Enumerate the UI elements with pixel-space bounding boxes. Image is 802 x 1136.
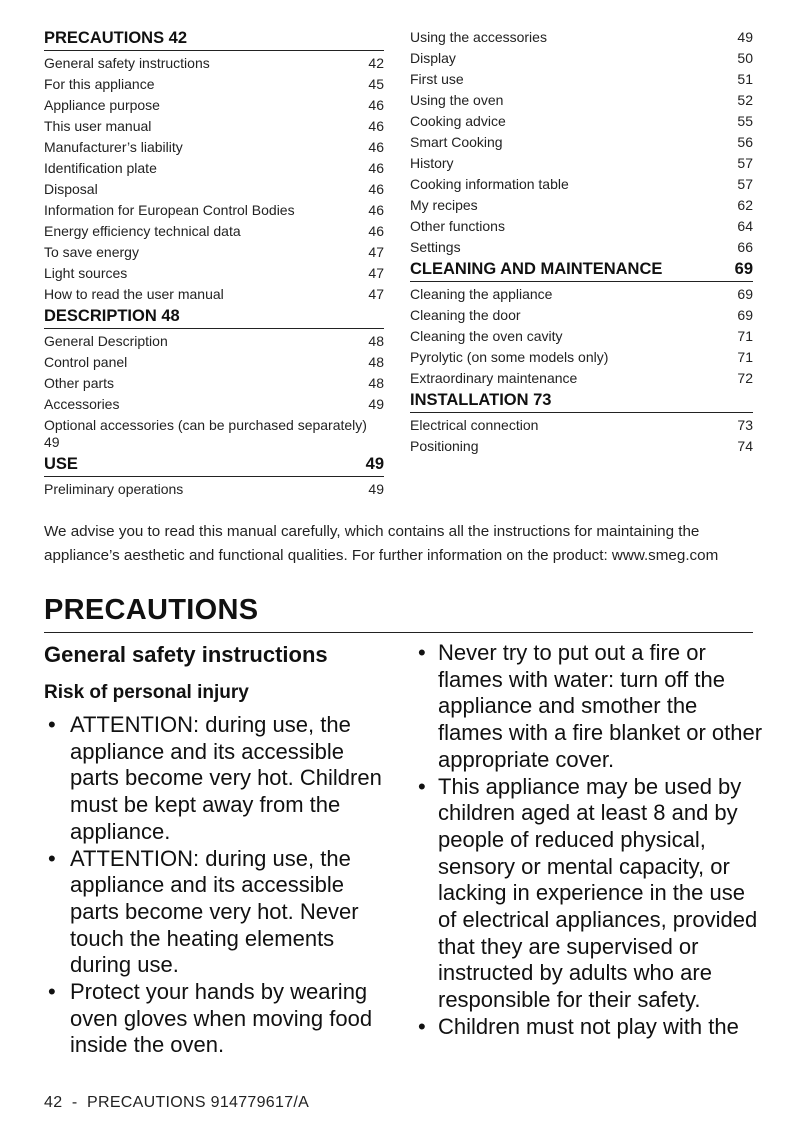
toc-entry[interactable] bbox=[44, 95, 384, 116]
intro-paragraph: We advise you to read this manual carefully, which contains all the instructions for maintaining the appliance’s aesthetic and functional qualities. For further information on the product: www.smeg.com bbox=[44, 523, 719, 564]
toc-entry-label: Cooking information table bbox=[410, 176, 569, 192]
toc-entry-label: Smart Cooking bbox=[410, 134, 503, 150]
section-title: PRECAUTIONS bbox=[44, 590, 753, 633]
toc-entry-label: For this appliance bbox=[44, 76, 155, 92]
subsection-title: General safety instructions bbox=[44, 642, 328, 667]
toc-entry[interactable] bbox=[410, 90, 753, 111]
toc-entry-label: Other functions bbox=[410, 218, 505, 234]
toc-entry-page: 48 bbox=[368, 354, 384, 370]
toc-entry-page: 49 bbox=[44, 434, 60, 450]
toc-left-column bbox=[44, 27, 384, 500]
toc-entry-label: Display bbox=[410, 50, 456, 66]
toc-entry-page: 56 bbox=[737, 134, 753, 150]
toc-section-title: DESCRIPTION 48 bbox=[44, 307, 180, 325]
toc-entry-page: 72 bbox=[737, 370, 753, 386]
toc-section-title: CLEANING AND MAINTENANCE bbox=[410, 260, 663, 278]
toc-section-cleaning[interactable] bbox=[410, 258, 753, 282]
toc-entry-page: 46 bbox=[368, 97, 384, 113]
toc-entry[interactable] bbox=[410, 284, 753, 305]
toc-entry-label: Accessories bbox=[44, 396, 120, 412]
toc-entry-label: Manufacturer’s liability bbox=[44, 139, 183, 155]
toc-entry[interactable] bbox=[44, 263, 384, 284]
toc-entry[interactable] bbox=[410, 153, 753, 174]
toc-entry-label: How to read the user manual bbox=[44, 286, 224, 302]
toc-section-installation[interactable] bbox=[410, 389, 753, 413]
toc-entry-page: 47 bbox=[368, 265, 384, 281]
toc-entry-page: 46 bbox=[368, 202, 384, 218]
toc-section-title: USE bbox=[44, 455, 78, 473]
toc-entry[interactable] bbox=[410, 69, 753, 90]
toc-entry-label: Cleaning the appliance bbox=[410, 286, 553, 302]
toc-entry[interactable] bbox=[44, 74, 384, 95]
toc-section-title: INSTALLATION 73 bbox=[410, 391, 552, 409]
toc-section-title: PRECAUTIONS 42 bbox=[44, 29, 188, 47]
toc-entry-page: 47 bbox=[368, 244, 384, 260]
risk-heading: Risk of personal injury bbox=[44, 682, 249, 703]
toc-entry-label: Other parts bbox=[44, 375, 115, 391]
toc-entry-label: Cooking advice bbox=[410, 113, 506, 129]
toc-entry[interactable] bbox=[44, 479, 384, 500]
toc-entry-page: 57 bbox=[737, 155, 753, 171]
list-item: • This appliance may be used by children aged at least 8 and by people of reduced physical, sensory or mental capacity, or lacking in experience in the use of electrical appliances, provided that they are supervised or instructed by adults who are responsible for their safety. bbox=[414, 774, 764, 1014]
toc-entry-page: 50 bbox=[737, 50, 753, 66]
toc-entry-page: 66 bbox=[737, 239, 753, 255]
toc-entry-page: 71 bbox=[737, 328, 753, 344]
toc-entry[interactable] bbox=[410, 174, 753, 195]
toc-entry-page: 46 bbox=[368, 160, 384, 176]
toc-entries-installation bbox=[410, 415, 753, 457]
toc-entries-use bbox=[44, 479, 384, 500]
toc-entry[interactable] bbox=[44, 373, 384, 394]
toc-entry-label: Electrical connection bbox=[410, 417, 539, 433]
toc-entry-page: 46 bbox=[368, 181, 384, 197]
toc-entry-label: Identification plate bbox=[44, 160, 157, 176]
toc-entry-label: Using the oven bbox=[410, 92, 504, 108]
toc-entry-label: First use bbox=[410, 71, 464, 87]
toc-entry-label: My recipes bbox=[410, 197, 478, 213]
toc-entry-label: Pyrolytic (on some models only) bbox=[410, 349, 609, 365]
toc-entry[interactable] bbox=[44, 331, 384, 352]
toc-entry[interactable] bbox=[44, 394, 384, 415]
toc-entry-page: 49 bbox=[737, 29, 753, 45]
toc-right-column bbox=[410, 27, 753, 457]
toc-entry[interactable] bbox=[410, 347, 753, 368]
toc-entry-page: 71 bbox=[737, 349, 753, 365]
toc-entry-page: 49 bbox=[368, 481, 384, 497]
toc-entry-label: Settings bbox=[410, 239, 461, 255]
toc-section-precautions[interactable] bbox=[44, 27, 384, 51]
toc-entry[interactable] bbox=[410, 305, 753, 326]
toc-entry-page: 52 bbox=[737, 92, 753, 108]
safety-list-right bbox=[414, 640, 764, 1041]
list-item: • ATTENTION: during use, the appliance and its accessible parts become very hot. Children must be kept away from the appliance. bbox=[44, 712, 394, 846]
toc-entries-cleaning bbox=[410, 284, 753, 389]
toc-entry-label: Control panel bbox=[44, 354, 128, 370]
toc-entry-page: 69 bbox=[737, 307, 753, 323]
toc-entry[interactable] bbox=[44, 200, 384, 221]
toc-entry-page: 64 bbox=[737, 218, 753, 234]
toc-entry-page: 51 bbox=[737, 71, 753, 87]
toc-entry-label: Positioning bbox=[410, 438, 479, 454]
toc-entry-label: Disposal bbox=[44, 181, 98, 197]
toc-entry-label: Information for European Control Bodies bbox=[44, 202, 295, 218]
toc-entry-page: 62 bbox=[737, 197, 753, 213]
toc-entry[interactable] bbox=[410, 48, 753, 69]
page-footer: 42 - PRECAUTIONS 914779617/A bbox=[44, 1094, 310, 1111]
toc-entry-page: 49 bbox=[368, 396, 384, 412]
toc-entry-page: 47 bbox=[368, 286, 384, 302]
toc-entry-page: 46 bbox=[368, 118, 384, 134]
toc-entry-label: Using the accessories bbox=[410, 29, 547, 45]
toc-entry[interactable] bbox=[44, 284, 384, 305]
toc-entry-label: Preliminary operations bbox=[44, 481, 184, 497]
toc-entry-label: Extraordinary maintenance bbox=[410, 370, 578, 386]
toc-entry-page: 42 bbox=[368, 55, 384, 71]
toc-entry[interactable] bbox=[410, 111, 753, 132]
toc-entry-label: Cleaning the door bbox=[410, 307, 521, 323]
toc-entry-page: 46 bbox=[368, 139, 384, 155]
toc-entry-label: Cleaning the oven cavity bbox=[410, 328, 563, 344]
toc-entry[interactable] bbox=[44, 158, 384, 179]
toc-entry-label: Appliance purpose bbox=[44, 97, 160, 113]
toc-entry-page: 73 bbox=[737, 417, 753, 433]
toc-section-page: 69 bbox=[734, 260, 753, 278]
toc-entry[interactable] bbox=[44, 137, 384, 158]
safety-list-left bbox=[44, 712, 394, 1059]
toc-section-page: 49 bbox=[365, 455, 384, 473]
toc-entry[interactable] bbox=[44, 352, 384, 373]
toc-entry[interactable] bbox=[410, 237, 753, 258]
toc-entries-description bbox=[44, 331, 384, 453]
toc-entry-page: 46 bbox=[368, 223, 384, 239]
toc-entry-page: 69 bbox=[737, 286, 753, 302]
toc-entry[interactable] bbox=[410, 368, 753, 389]
toc-entry[interactable] bbox=[44, 242, 384, 263]
toc-entry-page: 55 bbox=[737, 113, 753, 129]
toc-entry[interactable] bbox=[410, 326, 753, 347]
list-item: • Children must not play with the bbox=[414, 1014, 764, 1041]
toc-entry-label: General safety instructions bbox=[44, 55, 210, 71]
toc-entries-precautions bbox=[44, 53, 384, 305]
toc-entry[interactable] bbox=[44, 415, 384, 453]
toc-entry-label: General Description bbox=[44, 333, 168, 349]
toc-entry[interactable] bbox=[44, 116, 384, 137]
toc-entry[interactable] bbox=[44, 53, 384, 74]
toc-entry-label: Optional accessories (can be purchased separately) bbox=[44, 417, 367, 433]
body-right-column bbox=[414, 640, 764, 1041]
toc-entry-page: 57 bbox=[737, 176, 753, 192]
toc-section-description[interactable] bbox=[44, 305, 384, 329]
toc-entry[interactable] bbox=[410, 216, 753, 237]
toc-entry[interactable] bbox=[410, 415, 753, 436]
toc-entry[interactable] bbox=[44, 221, 384, 242]
toc-entry-label: This user manual bbox=[44, 118, 152, 134]
toc-entry-page: 45 bbox=[368, 76, 384, 92]
list-item: • Never try to put out a fire or flames with water: turn off the appliance and smother the flames with a fire blanket or other appropriate cover. bbox=[414, 640, 764, 774]
toc-entry[interactable] bbox=[410, 195, 753, 216]
list-item: • ATTENTION: during use, the appliance and its accessible parts become very hot. Never touch the heating elements during use. bbox=[44, 846, 394, 980]
list-item: • Protect your hands by wearing oven gloves when moving food inside the oven. bbox=[44, 979, 394, 1059]
toc-entry-page: 48 bbox=[368, 375, 384, 391]
toc-entry-page: 48 bbox=[368, 333, 384, 349]
toc-entry-label: To save energy bbox=[44, 244, 139, 260]
toc-entry-label: Light sources bbox=[44, 265, 128, 281]
toc-entries-use-continued bbox=[410, 27, 753, 258]
toc-entry[interactable] bbox=[410, 436, 753, 457]
toc-entry-label: Energy efficiency technical data bbox=[44, 223, 241, 239]
toc-section-use[interactable] bbox=[44, 453, 384, 477]
toc-entry[interactable] bbox=[44, 179, 384, 200]
toc-entry-page: 74 bbox=[737, 438, 753, 454]
toc-entry-label: History bbox=[410, 155, 454, 171]
toc-entry[interactable] bbox=[410, 27, 753, 48]
body-left-column bbox=[44, 640, 394, 1059]
toc-entry[interactable] bbox=[410, 132, 753, 153]
